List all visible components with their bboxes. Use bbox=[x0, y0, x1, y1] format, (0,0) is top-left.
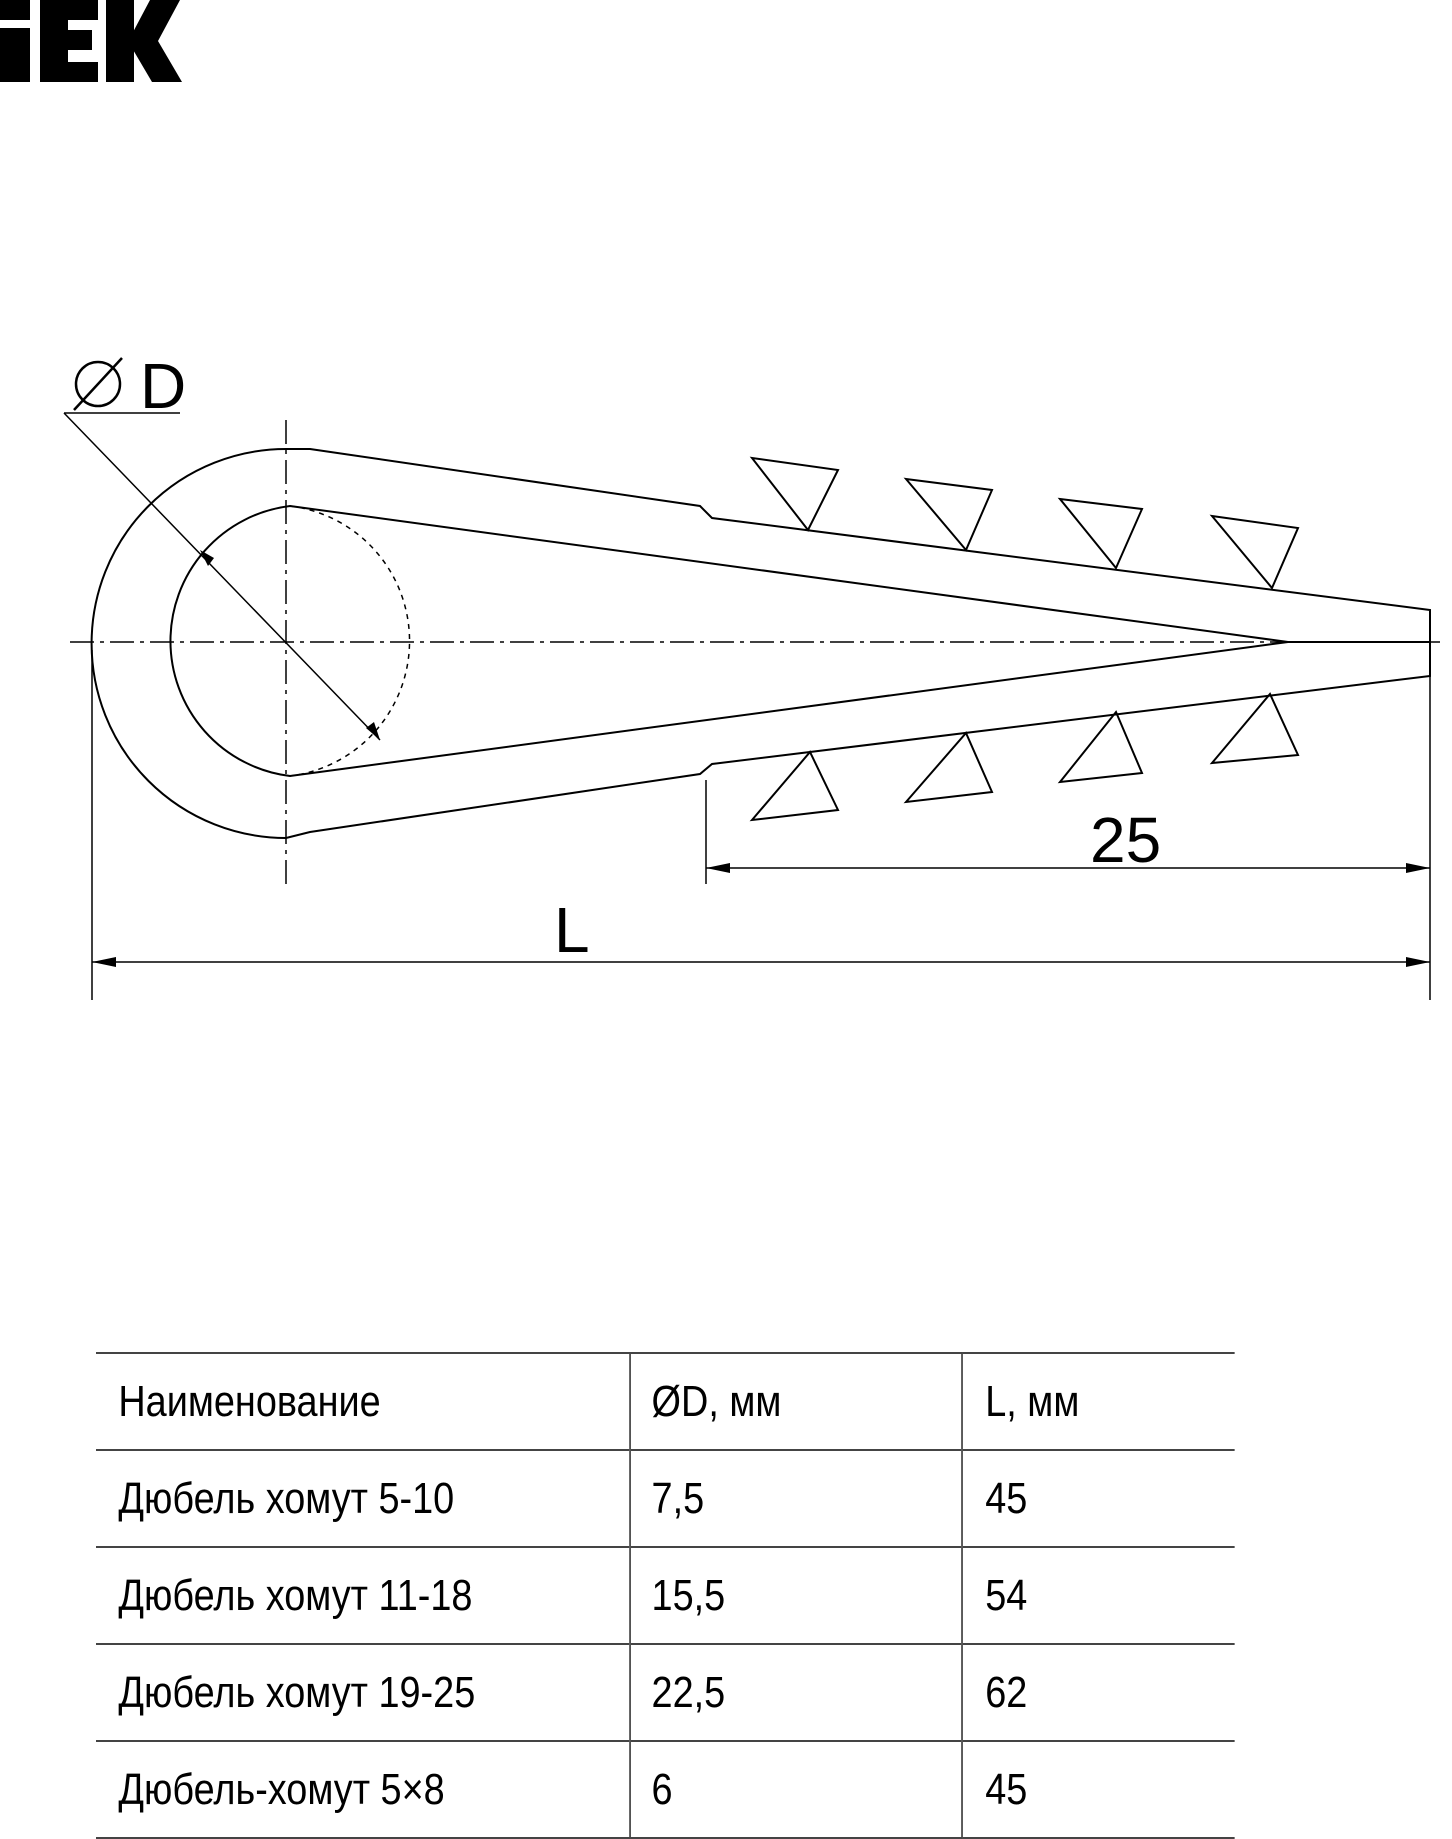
table-row bbox=[96, 1644, 1235, 1741]
cell-diameter: 15,5 bbox=[630, 1547, 962, 1644]
cell-length: 45 bbox=[962, 1450, 1235, 1547]
table-row bbox=[96, 1741, 1235, 1838]
barb-upper-1 bbox=[752, 458, 838, 530]
cell-length: 54 bbox=[962, 1547, 1235, 1644]
cell-diameter: 22,5 bbox=[630, 1644, 962, 1741]
diameter-symbol bbox=[74, 358, 122, 410]
length-dimension-label: L bbox=[554, 894, 590, 966]
barb-upper-4 bbox=[1212, 516, 1298, 588]
clamp-outer-contour bbox=[92, 449, 1430, 838]
cable-outline-dashed bbox=[290, 506, 410, 776]
cell-name: Дюбель-хомут 5×8 bbox=[96, 1741, 630, 1838]
cell-diameter: 7,5 bbox=[630, 1450, 962, 1547]
barb-lower-4 bbox=[1212, 694, 1298, 763]
header-length: L, мм bbox=[962, 1353, 1235, 1450]
cell-name: Дюбель хомут 5-10 bbox=[96, 1450, 630, 1547]
spec-table bbox=[96, 1352, 1235, 1839]
barb-lower-2 bbox=[906, 733, 992, 802]
table-row bbox=[96, 1547, 1235, 1644]
barb-upper-3 bbox=[1060, 499, 1142, 568]
table-header-row bbox=[96, 1353, 1235, 1450]
diameter-label: D bbox=[140, 350, 187, 422]
cell-length: 45 bbox=[962, 1741, 1235, 1838]
table-row bbox=[96, 1450, 1235, 1547]
barb-lower-1 bbox=[752, 752, 838, 820]
cell-name: Дюбель хомут 11-18 bbox=[96, 1547, 630, 1644]
cell-name: Дюбель хомут 19-25 bbox=[96, 1644, 630, 1741]
segment-dimension-label: 25 bbox=[1090, 804, 1162, 876]
clamp-inner-contour bbox=[170, 506, 1288, 776]
barb-lower-3 bbox=[1060, 712, 1142, 782]
barb-upper-2 bbox=[906, 479, 992, 550]
header-diameter: ØD, мм bbox=[630, 1353, 962, 1450]
cell-diameter: 6 bbox=[630, 1741, 962, 1838]
cell-length: 62 bbox=[962, 1644, 1235, 1741]
header-name: Наименование bbox=[96, 1353, 630, 1450]
